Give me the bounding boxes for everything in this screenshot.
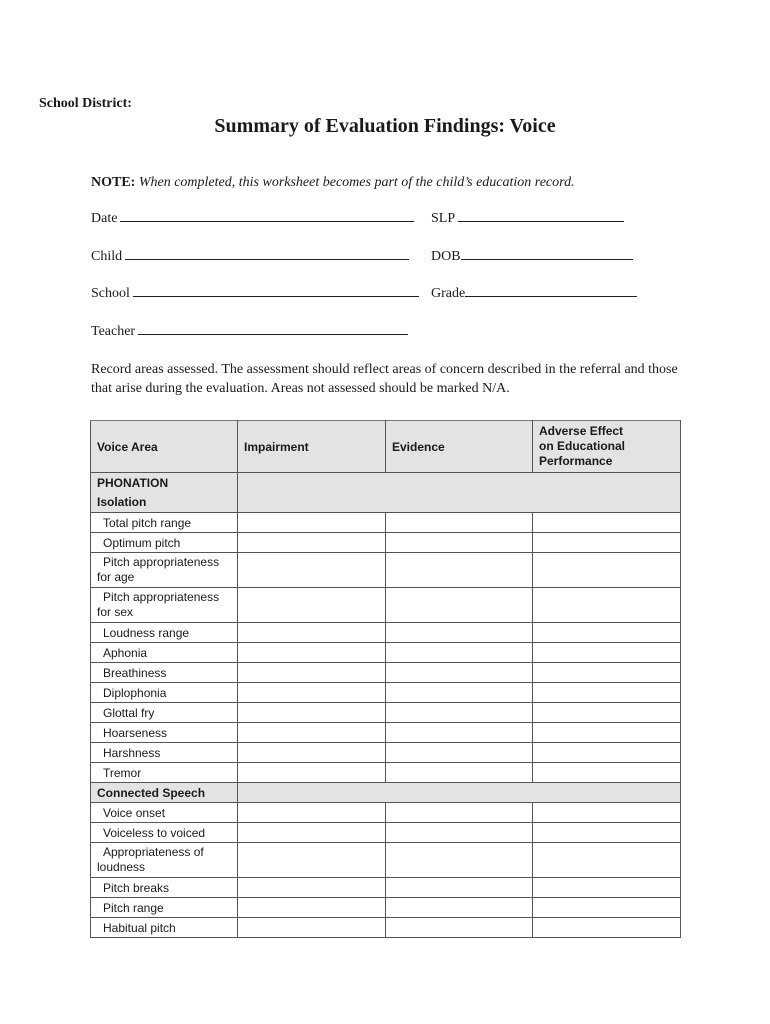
impairment-cell[interactable] [238,553,386,588]
grade-label: Grade [431,286,466,301]
table-row [91,878,681,898]
teacher-line [138,333,408,335]
child-label: Child [91,249,123,264]
adverse-cell[interactable] [533,513,681,533]
connected-speech-band [238,783,681,803]
table-row [91,743,681,763]
row-label-line-1: Appropriateness of [103,845,204,859]
impairment-cell[interactable] [238,588,386,623]
adverse-cell[interactable] [533,703,681,723]
adverse-line-1: Adverse Effect [539,424,624,438]
adverse-line-3: Performance [539,454,613,468]
impairment-cell[interactable] [238,513,386,533]
slp-field[interactable] [431,211,624,227]
table-row [91,588,681,623]
date-line [120,220,414,222]
evidence-cell[interactable] [386,743,533,763]
intro-text: Record areas assessed. The assessment should reflect areas of concern described in the referral and those that arise during the evaluation. Areas not assessed should be marked N/A. [91,362,678,396]
header-voice-area: Voice Area [91,421,238,473]
row-label [91,843,238,878]
adverse-cell[interactable] [533,643,681,663]
evidence-cell[interactable] [386,803,533,823]
header-impairment: Impairment [238,421,386,473]
row-label-line-1: Pitch appropriateness [103,590,220,604]
impairment-cell[interactable] [238,823,386,843]
evidence-cell[interactable] [386,823,533,843]
phonation-heading: PHONATION [97,475,169,490]
impairment-cell[interactable] [238,743,386,763]
header-adverse-effect [533,421,681,473]
section-row-phonation [91,473,681,513]
row-label: Breathiness [91,663,238,683]
school-field[interactable] [91,286,419,302]
adverse-cell[interactable] [533,898,681,918]
impairment-cell[interactable] [238,723,386,743]
evidence-cell[interactable] [386,663,533,683]
dob-field[interactable] [431,249,633,265]
grade-line [465,295,637,297]
evidence-cell[interactable] [386,703,533,723]
adverse-cell[interactable] [533,823,681,843]
adverse-cell[interactable] [533,743,681,763]
evidence-cell[interactable] [386,643,533,663]
table-row [91,918,681,938]
table-row [91,723,681,743]
evidence-cell[interactable] [386,533,533,553]
row-label-line-2: for age [97,570,135,584]
grade-field[interactable] [431,286,637,302]
page-title: Summary of Evaluation Findings: Voice [214,115,556,137]
row-label: Aphonia [91,643,238,663]
evidence-cell[interactable] [386,898,533,918]
adverse-cell[interactable] [533,878,681,898]
evidence-cell[interactable] [386,588,533,623]
adverse-cell[interactable] [533,683,681,703]
evidence-cell[interactable] [386,843,533,878]
school-district-label: School District: [39,96,132,111]
table-row [91,703,681,723]
row-label: Optimum pitch [91,533,238,553]
adverse-cell[interactable] [533,663,681,683]
note-text: When completed, this worksheet becomes part of the child’s education record. [135,175,575,190]
adverse-cell[interactable] [533,843,681,878]
teacher-label: Teacher [91,324,136,339]
table-row [91,533,681,553]
school-line [133,295,419,297]
table-row [91,843,681,878]
evidence-cell[interactable] [386,513,533,533]
phonation-band [238,473,681,513]
evidence-cell[interactable] [386,878,533,898]
adverse-cell[interactable] [533,588,681,623]
impairment-cell[interactable] [238,683,386,703]
adverse-cell[interactable] [533,763,681,783]
impairment-cell[interactable] [238,703,386,723]
adverse-cell[interactable] [533,803,681,823]
row-label: Glottal fry [91,703,238,723]
table-row [91,803,681,823]
voice-findings-table [90,420,681,938]
table-row [91,623,681,643]
impairment-cell[interactable] [238,878,386,898]
adverse-cell[interactable] [533,918,681,938]
row-label-line-2: for sex [97,605,134,619]
adverse-cell[interactable] [533,533,681,553]
table-row [91,763,681,783]
section-row-connected-speech [91,783,681,803]
table-row [91,683,681,703]
impairment-cell[interactable] [238,663,386,683]
row-label-line-1: Pitch appropriateness [103,555,220,569]
impairment-cell[interactable] [238,623,386,643]
school-label: School [91,286,130,301]
row-label: Pitch range [91,898,238,918]
impairment-cell[interactable] [238,763,386,783]
row-label: Loudness range [91,623,238,643]
row-label: Harshness [91,743,238,763]
table-row [91,553,681,588]
date-field[interactable] [91,211,414,227]
impairment-cell[interactable] [238,898,386,918]
table-row [91,643,681,663]
header-evidence: Evidence [386,421,533,473]
evidence-cell[interactable] [386,683,533,703]
note-label: NOTE: [91,175,136,190]
date-label: Date [91,211,118,226]
row-label: Total pitch range [91,513,238,533]
row-label: Habitual pitch [91,918,238,938]
table-row [91,663,681,683]
row-label [91,588,238,623]
adverse-line-2: on Educational [539,439,626,453]
teacher-field[interactable] [91,324,408,340]
evidence-cell[interactable] [386,623,533,643]
impairment-cell[interactable] [238,843,386,878]
row-label: Tremor [91,763,238,783]
table-row [91,823,681,843]
adverse-cell[interactable] [533,623,681,643]
evidence-cell[interactable] [386,723,533,743]
connected-speech-heading: Connected Speech [91,783,238,803]
row-label [91,553,238,588]
table-row [91,513,681,533]
impairment-cell[interactable] [238,643,386,663]
evidence-cell[interactable] [386,918,533,938]
child-line [125,258,409,260]
evidence-cell[interactable] [386,553,533,588]
row-label: Diplophonia [91,683,238,703]
row-label: Voice onset [91,803,238,823]
impairment-cell[interactable] [238,918,386,938]
row-label: Hoarseness [91,723,238,743]
slp-line [458,220,624,222]
note [91,175,575,191]
impairment-cell[interactable] [238,803,386,823]
dob-line [461,258,633,260]
impairment-cell[interactable] [238,533,386,553]
dob-label: DOB [431,249,461,264]
slp-label: SLP [431,211,456,226]
row-label: Voiceless to voiced [91,823,238,843]
table-header-row [91,421,681,473]
isolation-heading: Isolation [97,494,147,509]
evidence-cell[interactable] [386,763,533,783]
phonation-label [91,473,238,513]
child-field[interactable] [91,249,409,265]
row-label: Pitch breaks [91,878,238,898]
adverse-cell[interactable] [533,723,681,743]
table-row [91,898,681,918]
adverse-cell[interactable] [533,553,681,588]
row-label-line-2: loudness [97,860,146,874]
